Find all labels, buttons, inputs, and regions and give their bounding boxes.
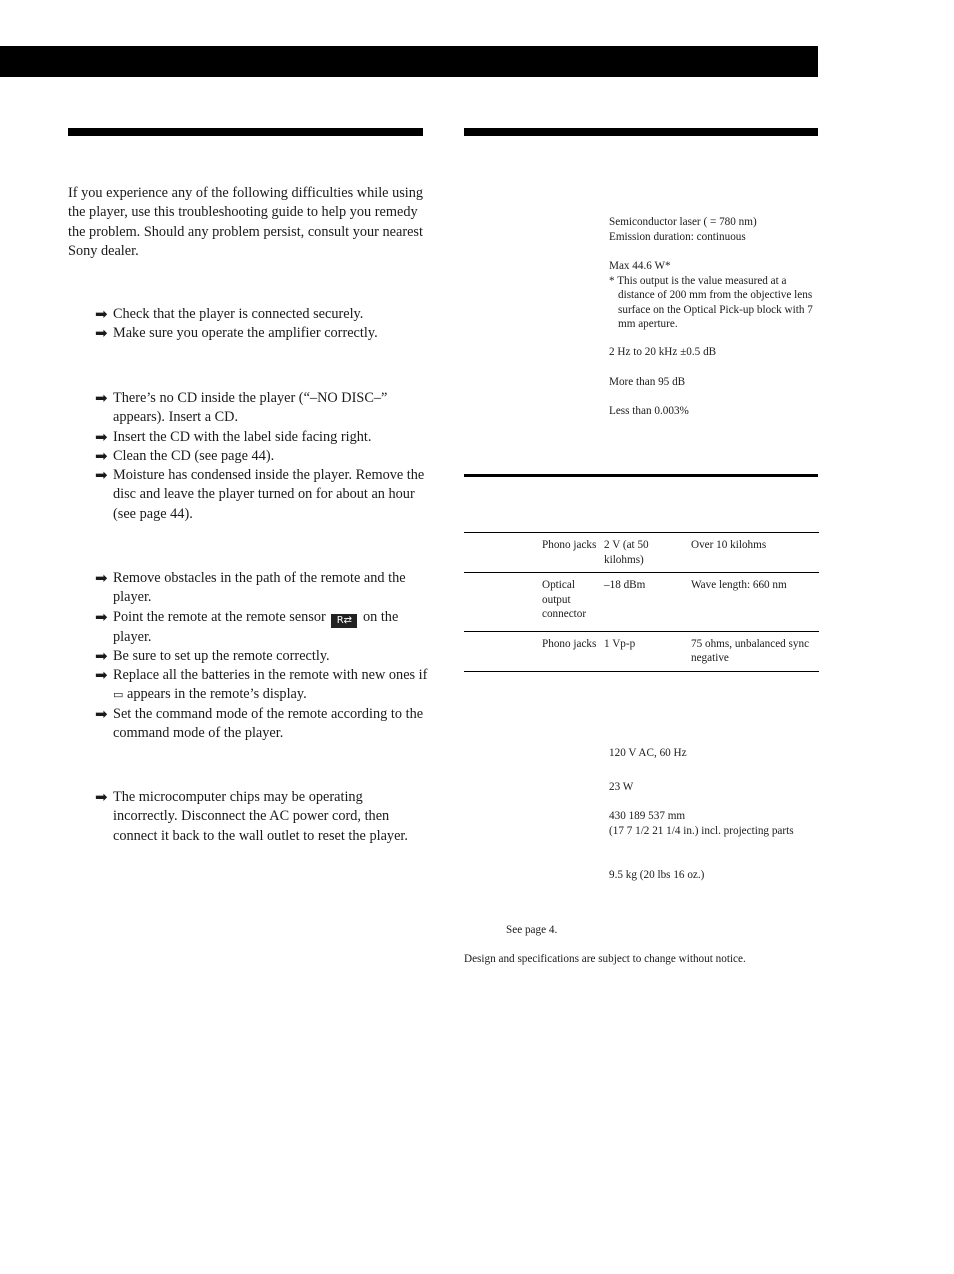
troubleshooting-intro: If you experience any of the following difficulties while using the player, use this troubleshooting guide to help you remedy the problem. Should any problem persist, consult your nearest Sony dealer. (68, 185, 424, 259)
battery-icon: ▭ (113, 688, 124, 702)
arrow-icon: ➡ (95, 569, 108, 587)
table-row: Phono jacks 1 Vp-p 75 ohms, unbalanced sync negative (464, 631, 819, 671)
table-row: Optical output connector –18 dBm Wave length: 660 nm (464, 573, 819, 632)
remedy-item: ➡ Make sure you operate the amplifier correctly. (95, 324, 378, 343)
remedy-item: ➡ Check that the player is connected securely. (95, 305, 364, 323)
arrow-icon: ➡ (95, 427, 108, 446)
arrow-icon: ➡ (95, 646, 108, 665)
output-footnote: * This output is the value measured at a distance of 200 mm from the objective lens surface on the Optical Pick-up block with 7 mm aperture. (609, 274, 813, 330)
troubleshooting-group-sound (95, 305, 430, 344)
arrow-icon: ➡ (95, 607, 108, 626)
mass: 9.5 kg (20 lbs 16 oz.) (609, 869, 705, 881)
arrow-icon: ➡ (95, 788, 108, 806)
arrow-icon: ➡ (95, 305, 108, 323)
laser-spec: Semiconductor laser ( = 780 nm) Emission duration: continuous (609, 216, 757, 243)
troubleshooting-group-reset (95, 788, 430, 846)
header-bar (0, 46, 818, 77)
remedy-item: ➡ Replace all the batteries in the remote with new ones if ▭ appears in the remote’s display. (95, 666, 428, 703)
laser-output-spec: Max 44.6 W* * This output is the value measured at a distance of 200 mm from the objective lens surface on the Optical Pick-up block with 7 mm aperture. (609, 259, 819, 332)
left-section-rule (68, 128, 423, 136)
disclaimer: Design and specifications are subject to change without notice. (464, 953, 746, 965)
remedy-item: ➡ Moisture has condensed inside the player. Remove the disc and leave the player turned on for about an hour (see page 44). (95, 466, 425, 522)
arrow-icon: ➡ (95, 666, 108, 685)
troubleshooting-group-remote (95, 569, 430, 743)
harmonic-distortion: Less than 0.003% (609, 405, 689, 417)
table-row: Phono jacks 2 V (at 50 kilohms) Over 10 kilohms (464, 533, 819, 573)
remedy-item: ➡ There’s no CD inside the player (“–NO DISC–” appears). Insert a CD. (95, 389, 388, 426)
outputs-table (464, 532, 819, 672)
supplied-accessories: See page 4. (506, 924, 558, 936)
remedy-item: ➡ Be sure to set up the remote correctly. (95, 646, 330, 665)
power-consumption: 23 W (609, 781, 634, 793)
troubleshooting-group-play (95, 389, 430, 524)
remedy-item: ➡ Set the command mode of the remote according to the command mode of the player. (95, 704, 424, 742)
power-requirements: 120 V AC, 60 Hz (609, 747, 687, 759)
frequency-response: 2 Hz to 20 kHz ±0.5 dB (609, 346, 717, 358)
arrow-icon: ➡ (95, 466, 108, 485)
arrow-icon: ➡ (95, 704, 108, 723)
dimensions: 430 189 537 mm (17 7 1/2 21 1/4 in.) incl. projecting parts (609, 810, 794, 837)
arrow-icon: ➡ (95, 446, 108, 465)
right-section-rule (464, 128, 818, 136)
remedy-item: ➡ Remove obstacles in the path of the remote and the player. (95, 569, 406, 606)
remedy-item: ➡ The microcomputer chips may be operating incorrectly. Disconnect the AC power cord, then connect it back to the wall outlet to reset the player. (95, 788, 408, 844)
signal-to-noise: More than 95 dB (609, 376, 686, 388)
arrow-icon: ➡ (95, 389, 108, 407)
remedy-item: ➡ Clean the CD (see page 44). (95, 446, 275, 465)
remote-sensor-icon: R⇄ (331, 614, 357, 628)
right-subsection-rule (464, 474, 818, 477)
remedy-item: ➡ Point the remote at the remote sensor R⇄ on the player. (95, 607, 399, 645)
remedy-item: ➡ Insert the CD with the label side facing right. (95, 427, 372, 446)
arrow-icon: ➡ (95, 324, 108, 343)
